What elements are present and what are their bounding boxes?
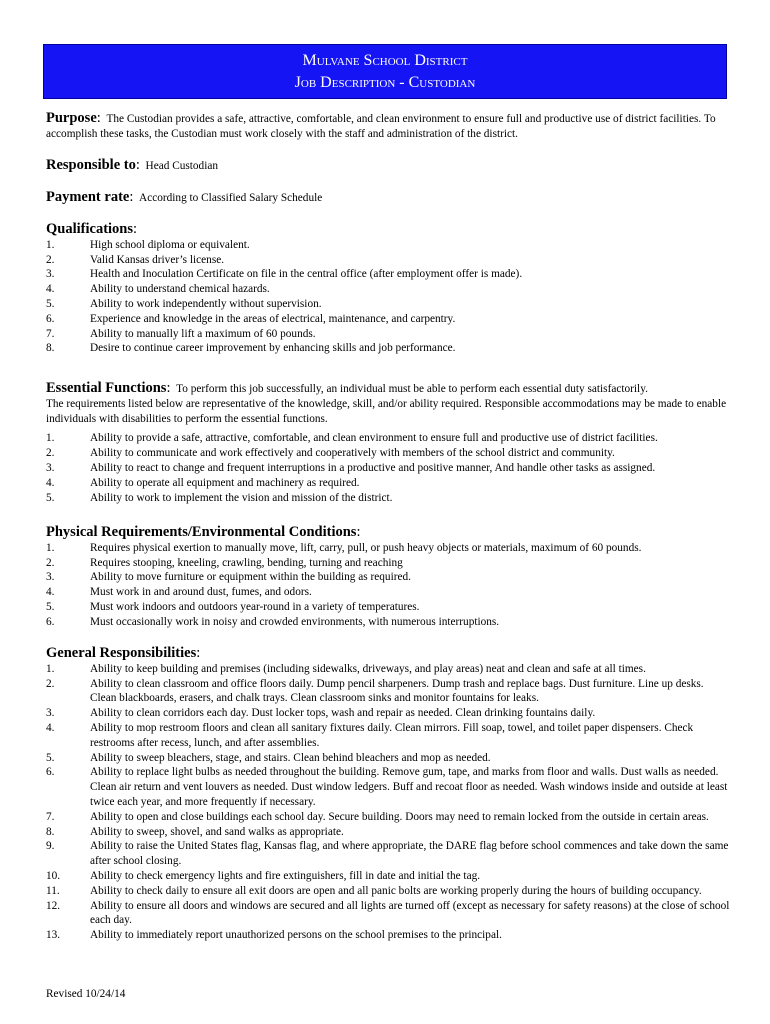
item-number: 4.: [46, 721, 55, 734]
list-item: [46, 884, 732, 899]
physical-section: Physical Requirements/Environmental Conditions: 1. Requires physical exertion to manually move, lift, carry, pull, or push heavy objects or materials, maximum of 60 pounds. 2. Requires stooping, kneeling, crawling, bending, turning and reaching 3. Ability to move furniture or equipment within the building as required. 4. Must work in and around dust, fumes, and odors. 5. Must work indoors and outdoors year-round in a variety of temperatures. 6. Must occasionally work in noisy and crowded environments, with numerous interruptions.: [46, 525, 732, 630]
item-text: Ability to react to change and frequent interruptions in a productive and positive manner, And handle other tasks as assigned.: [90, 461, 656, 474]
item-text: Ability to understand chemical hazards.: [90, 283, 270, 296]
item-text: Ability to check emergency lights and fire extinguishers, fill in date and initial the tag.: [90, 869, 481, 882]
item-number: 4.: [46, 283, 55, 296]
title-banner: [43, 44, 727, 99]
item-text: Desire to continue career improvement by enhancing skills and job performance.: [90, 342, 456, 355]
list-item: [46, 899, 732, 929]
item-number: 1.: [46, 662, 55, 675]
list-item: [46, 327, 732, 342]
purpose-text: The Custodian provides a safe, attractive, comfortable, and clean environment to ensure full and productive use of district facilities. To accomplish these tasks, the Custodian must work closely with the staff and administration of the district.: [46, 113, 716, 140]
item-number: 4.: [46, 476, 55, 489]
item-text: Ability to clean corridors each day. Dust locker tops, wash and repair as needed. Clean drinking fountains daily.: [90, 707, 596, 720]
item-number: 8.: [46, 342, 55, 355]
item-number: 2.: [46, 447, 55, 460]
general-list: [46, 662, 732, 943]
item-number: 6.: [46, 766, 55, 779]
purpose-label: Purpose: [46, 110, 97, 126]
item-text: Valid Kansas driver’s license.: [90, 253, 225, 266]
list-item: [46, 570, 732, 585]
item-text: Ability to replace light bulbs as needed throughout the building. Remove gum, tape, and marks from floor and walls. Dust walls as needed. Clean air return and vent louvers as needed. Dust window ledgers. Buff and recoat floor as needed. Wash windows inside and outside at least twice each year, and more frequently if necessary.: [90, 766, 728, 808]
list-item: [46, 491, 732, 506]
item-text: Requires stooping, kneeling, crawling, bending, turning and reaching: [90, 556, 403, 569]
essential-section: Essential Functions: To perform this job successfully, an individual must be able to perform each essential duty satisfactorily. The requirements listed below are representative of the knowledge, skill, and/or ability required. Responsible accommodations may be made to enable individuals with disabilities to perform the essential functions. 1. Ability to provide a safe, attractive, comfortable, and clean environment to ensure full and productive use of district facilities. 2. Ability to communicate and work effectively and cooperatively with members of the school district and community. 3. Ability to react to change and frequent interruptions in a productive and positive manner, And handle other tasks as assigned. 4. Ability to operate all equipment and machinery as required. 5. Ability to work to implement the vision and mission of the district.: [46, 381, 732, 505]
item-text: Ability to operate all equipment and machinery as required.: [90, 476, 360, 489]
purpose-section: Purpose: The Custodian provides a safe, attractive, comfortable, and clean environment to ensure full and productive use of district facilities. To accomplish these tasks, the Custodian must work closely with the staff and administration of the district.: [46, 110, 716, 140]
list-item: [46, 297, 732, 312]
list-item: [46, 615, 732, 630]
item-number: 13.: [46, 929, 61, 942]
item-number: 1.: [46, 238, 55, 251]
item-number: 5.: [46, 491, 55, 504]
essential-list: [46, 431, 732, 505]
item-text: Ability to clean classroom and office floors daily. Dump pencil sharpeners. Dump trash and replace bags. Dust furniture. Line up desks. Clean blackboards, erasers, and chalk trays. Clean classroom sinks and monitor fountains for leaks.: [90, 677, 704, 705]
essential-intro-rest: The requirements listed below are representative of the knowledge, skill, and/or ability required. Responsible accommodations may be made to enable individuals with disabilities to perform the essential functions.: [46, 397, 727, 425]
list-item: [46, 869, 732, 884]
list-item: [46, 267, 732, 282]
list-item: [46, 662, 732, 677]
qualifications-section: Qualifications: 1. High school diploma or equivalent. 2. Valid Kansas driver’s license. 3. Health and Inoculation Certificate on file in the central office (after employment offer is made). 4. Ability to understand chemical hazards. 5. Ability to work independently without supervision. 6. Experience and knowledge in the areas of electrical, maintenance, and carpentry. 7. Ability to manually lift a maximum of 60 pounds. 8. Desire to continue career improvement by enhancing skills and job performance.: [46, 222, 732, 356]
list-item: [46, 476, 732, 491]
physical-list: [46, 541, 732, 630]
list-item: [46, 556, 732, 571]
list-item: [46, 765, 732, 809]
list-item: [46, 928, 732, 943]
document-title: Job Description - Custodian: [294, 74, 476, 91]
list-item: [46, 541, 732, 556]
item-text: Must work in and around dust, fumes, and odors.: [90, 586, 312, 599]
payment-label: Payment rate: [46, 189, 130, 205]
item-text: Ability to work independently without supervision.: [90, 297, 322, 310]
item-text: Experience and knowledge in the areas of electrical, maintenance, and carpentry.: [90, 312, 456, 325]
responsible-section: Responsible to: Head Custodian: [46, 157, 219, 173]
list-item: [46, 585, 732, 600]
list-item: [46, 431, 732, 446]
responsible-text: Head Custodian: [145, 160, 219, 172]
item-text: Ability to move furniture or equipment within the building as required.: [90, 571, 411, 584]
item-number: 2.: [46, 556, 55, 569]
item-number: 9.: [46, 840, 55, 853]
item-text: Ability to manually lift a maximum of 60 pounds.: [90, 327, 316, 340]
item-text: High school diploma or equivalent.: [90, 238, 250, 251]
item-number: 3.: [46, 571, 55, 584]
list-item: [46, 706, 732, 721]
item-text: Ability to ensure all doors and windows are secured and all lights are turned off (except as necessary for safety reasons) at the close of school each day.: [90, 899, 730, 927]
list-item: [46, 839, 732, 869]
payment-text: According to Classified Salary Schedule: [139, 192, 323, 204]
item-number: 5.: [46, 297, 55, 310]
item-number: 6.: [46, 615, 55, 628]
list-item: [46, 282, 732, 297]
item-number: 8.: [46, 825, 55, 838]
list-item: [46, 446, 732, 461]
payment-section: Payment rate: According to Classified Salary Schedule: [46, 189, 323, 205]
item-text: Must work indoors and outdoors year-round in a variety of temperatures.: [90, 600, 420, 613]
list-item: [46, 721, 732, 751]
general-heading: General Responsibilities: [46, 645, 197, 661]
qualifications-list: [46, 238, 732, 356]
item-number: 5.: [46, 600, 55, 613]
item-text: Ability to immediately report unauthorized persons on the school premises to the principal.: [90, 929, 502, 942]
list-item: [46, 751, 732, 766]
list-item: [46, 677, 732, 707]
item-text: Ability to open and close buildings each school day. Secure building. Doors may need to remain locked from the outside in certain areas.: [90, 810, 709, 823]
list-item: [46, 238, 732, 253]
item-number: 7.: [46, 810, 55, 823]
item-number: 3.: [46, 707, 55, 720]
essential-intro-first: To perform this job successfully, an individual must be able to perform each essential duty satisfactorily.: [176, 383, 648, 395]
item-number: 3.: [46, 268, 55, 281]
general-section: General Responsibilities: 1. Ability to keep building and premises (including sidewalks, driveways, and play areas) neat and clean and safe at all times. 2. Ability to clean classroom and office floors daily. Dump pencil sharpeners. Dump trash and replace bags. Dust furniture. Line up desks. Clean blackboards, erasers, and chalk trays. Clean classroom sinks and monitor fountains for leaks. 3. Ability to clean corridors each day. Dust locker tops, wash and repair as needed. Clean drinking fountains daily. 4. Ability to mop restroom floors and clean all sanitary fixtures daily. Clean mirrors. Fill soap, towel, and toilet paper dispensers. Check restrooms after recess, lunch, and after assemblies. 5. Ability to sweep bleachers, stage, and stairs. Clean behind bleachers and mop as needed. 6. Ability to replace light bulbs as needed throughout the building. Remove gum, tape, and marks from floor and walls. Dust walls as needed. Clean air return and vent louvers as needed. Dust window ledgers. Buff and recoat floor as needed. Wash windows inside and outside at least twice each year, and more frequently if necessary. 7. Ability to open and close buildings each school day. Secure building. Doors may need to remain locked from the outside in certain areas. 8. Ability to sweep, shovel, and sand walks as appropriate. 9. Ability to raise the United States flag, Kansas flag, and where appropriate, the DARE flag before school commences and take down the same after school closing. 10. Ability to check emergency lights and fire extinguishers, fill in date and initial the tag. 11. Ability to check daily to ensure all exit doors are open and all panic bolts are working properly during the hours of building occupancy. 12. Ability to ensure all doors and windows are secured and all lights are turned off (except as necessary for safety reasons) at the close of school each day. 13. Ability to immediately report unauthorized persons on the school premises to the principal.: [46, 646, 732, 943]
item-number: 1.: [46, 541, 55, 554]
item-text: Requires physical exertion to manually move, lift, carry, pull, or push heavy objects or materials, maximum of 60 pounds.: [90, 541, 642, 554]
list-item: [46, 600, 732, 615]
item-text: Ability to communicate and work effectively and cooperatively with members of the school district and community.: [90, 447, 615, 460]
item-number: 6.: [46, 312, 55, 325]
district-title: Mulvane School District: [302, 52, 468, 69]
item-number: 10.: [46, 869, 61, 882]
qualifications-heading: Qualifications: [46, 221, 134, 237]
item-number: 11.: [46, 884, 60, 897]
item-text: Health and Inoculation Certificate on file in the central office (after employment offer is made).: [90, 268, 523, 281]
item-text: Ability to work to implement the vision and mission of the district.: [90, 491, 393, 504]
item-text: Ability to check daily to ensure all exit doors are open and all panic bolts are working properly during the hours of building occupancy.: [90, 884, 702, 897]
item-number: 2.: [46, 677, 55, 690]
item-text: Ability to provide a safe, attractive, comfortable, and clean environment to ensure full and productive use of district facilities.: [90, 432, 658, 445]
item-text: Ability to raise the United States flag, Kansas flag, and where appropriate, the DARE flag before school commences and take down the same after school closing.: [90, 840, 729, 868]
item-number: 5.: [46, 751, 55, 764]
list-item: [46, 461, 732, 476]
item-text: Ability to sweep bleachers, stage, and stairs. Clean behind bleachers and mop as needed.: [90, 751, 491, 764]
list-item: [46, 253, 732, 268]
list-item: [46, 341, 732, 356]
item-number: 7.: [46, 327, 55, 340]
responsible-label: Responsible to: [46, 157, 136, 173]
physical-heading: Physical Requirements/Environmental Conditions: [46, 524, 357, 540]
item-text: Ability to keep building and premises (including sidewalks, driveways, and play areas) neat and clean and safe at all times.: [90, 662, 646, 675]
item-text: Must occasionally work in noisy and crowded environments, with numerous interruptions.: [90, 615, 500, 628]
item-number: 1.: [46, 432, 55, 445]
item-number: 12.: [46, 899, 61, 912]
essential-heading: Essential Functions: [46, 380, 167, 396]
list-item: [46, 312, 732, 327]
item-number: 3.: [46, 461, 55, 474]
item-number: 4.: [46, 586, 55, 599]
list-item: [46, 825, 732, 840]
item-text: Ability to sweep, shovel, and sand walks as appropriate.: [90, 825, 344, 838]
item-text: Ability to mop restroom floors and clean all sanitary fixtures daily. Clean mirrors. Fill soap, towel, and toilet paper dispensers. Check restrooms after recess, lunch, and after assemblies.: [90, 721, 694, 749]
item-number: 2.: [46, 253, 55, 266]
revised-date: Revised 10/24/14: [46, 988, 126, 1000]
list-item: [46, 810, 732, 825]
